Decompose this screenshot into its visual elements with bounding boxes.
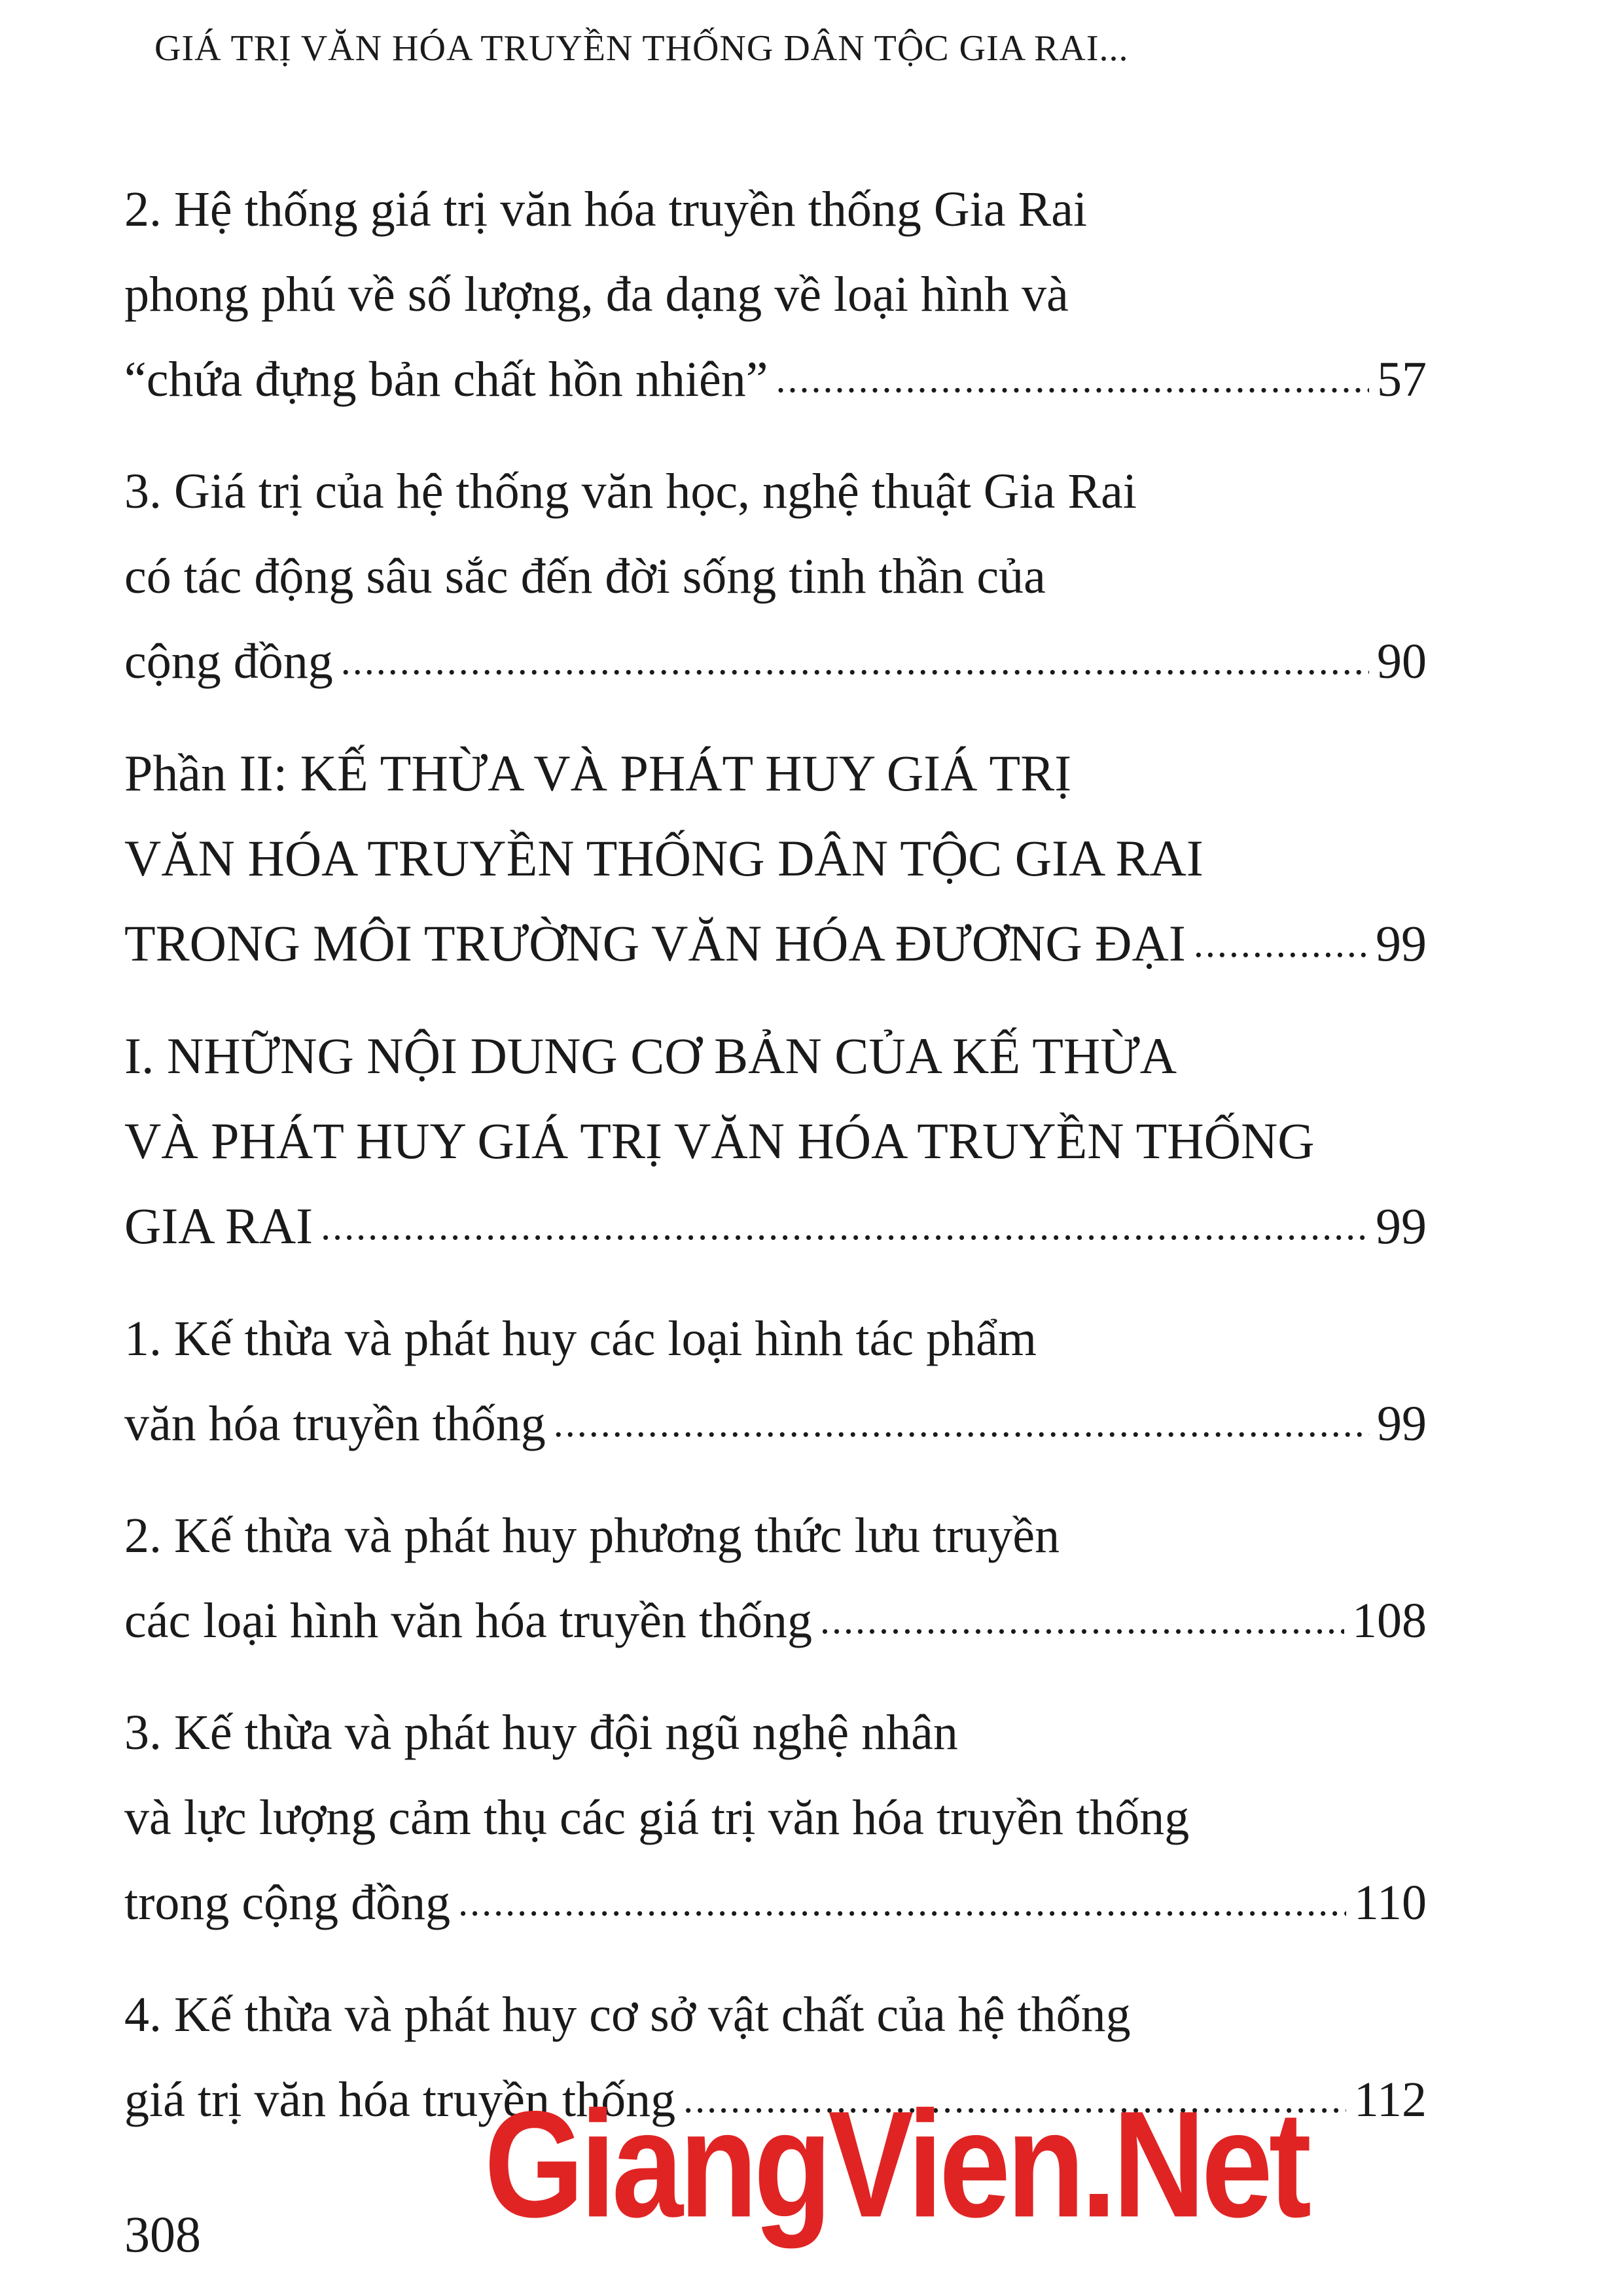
toc-entry-line: VÀ PHÁT HUY GIÁ TRỊ VĂN HÓA TRUYỀN THỐNG — [124, 1112, 1315, 1169]
toc-entry-text: văn hóa truyền thống — [124, 1396, 546, 1451]
toc-page-number: 99 — [1377, 1396, 1427, 1451]
toc-entry-last-line — [124, 1578, 1427, 1667]
toc-entry-last-line — [124, 901, 1427, 990]
toc-entry-line: 3. Kế thừa và phát huy đội ngũ nghệ nhân — [124, 1705, 958, 1760]
dot-leader — [321, 1180, 1368, 1269]
toc-entry-line: 1. Kế thừa và phát huy các loại hình tác phẩm — [124, 1311, 1037, 1366]
toc-entry-text: TRONG MÔI TRƯỜNG VĂN HÓA ĐƯƠNG ĐẠI — [124, 915, 1186, 972]
toc-page-number: 108 — [1352, 1593, 1427, 1648]
toc-entry-last-line — [124, 1184, 1427, 1273]
dot-leader — [1194, 897, 1368, 986]
toc-entry-text: giá trị văn hóa truyền thống — [124, 2072, 676, 2127]
toc-entry-text: “chứa đựng bản chất hồn nhiên” — [124, 352, 768, 407]
toc-entry-line: 2. Kế thừa và phát huy phương thức lưu truyền — [124, 1508, 1060, 1563]
toc-entry-text: GIA RAI — [124, 1197, 313, 1254]
toc-entry — [124, 1690, 1427, 1949]
dot-leader — [341, 615, 1369, 703]
toc-entry-line: I. NHỮNG NỘI DUNG CƠ BẢN CỦA KẾ THỪA — [124, 1027, 1177, 1084]
toc-page-number: 90 — [1377, 634, 1427, 689]
toc-entry-last-line — [124, 619, 1427, 707]
toc-entry-line: 2. Hệ thống giá trị văn hóa truyền thống Gia Rai — [124, 182, 1088, 237]
toc-page-number: 57 — [1377, 352, 1427, 407]
toc-page-number: 99 — [1376, 1197, 1427, 1254]
toc-entry — [124, 167, 1427, 425]
toc-entry-line: và lực lượng cảm thụ các giá trị văn hóa truyền thống — [124, 1790, 1190, 1845]
toc-page-number: 112 — [1353, 2072, 1427, 2127]
toc-entry-text: trong cộng đồng — [124, 1875, 451, 1930]
toc-entry — [124, 1296, 1427, 1470]
toc-page-number: 99 — [1376, 915, 1427, 972]
toc-entry-section — [124, 1014, 1427, 1273]
toc-entry-text: các loại hình văn hóa truyền thống — [124, 1593, 813, 1648]
toc-entry-line: Phần II: KẾ THỪA VÀ PHÁT HUY GIÁ TRỊ — [124, 745, 1072, 802]
toc-entry-last-line — [124, 337, 1427, 425]
dot-leader — [458, 1856, 1346, 1945]
toc-entry-line: phong phú về số lượng, đa dạng về loại hình và — [124, 267, 1069, 322]
toc-entry — [124, 449, 1427, 707]
toc-entry-last-line — [124, 1860, 1427, 1949]
toc-entry-text: cộng đồng — [124, 634, 333, 689]
page-number: 308 — [124, 2206, 201, 2263]
toc-entry-line: VĂN HÓA TRUYỀN THỐNG DÂN TỘC GIA RAI — [124, 830, 1204, 887]
toc-entry-part — [124, 731, 1427, 990]
toc-entry — [124, 1493, 1427, 1667]
dot-leader — [820, 1574, 1344, 1663]
table-of-contents — [124, 167, 1427, 2169]
toc-page-number: 110 — [1353, 1875, 1427, 1930]
dot-leader — [554, 1377, 1369, 1466]
toc-entry-line: 3. Giá trị của hệ thống văn học, nghệ thuật Gia Rai — [124, 464, 1137, 519]
toc-entry-line: có tác động sâu sắc đến đời sống tinh thần của — [124, 549, 1046, 604]
running-header: GIÁ TRỊ VĂN HÓA TRUYỀN THỐNG DÂN TỘC GIA RAI... — [154, 28, 1129, 69]
watermark-logo: GiangVien.Net — [484, 2079, 1308, 2249]
toc-entry-last-line — [124, 1381, 1427, 1470]
dot-leader — [776, 333, 1369, 421]
toc-entry-line: 4. Kế thừa và phát huy cơ sở vật chất của hệ thống — [124, 1987, 1131, 2042]
